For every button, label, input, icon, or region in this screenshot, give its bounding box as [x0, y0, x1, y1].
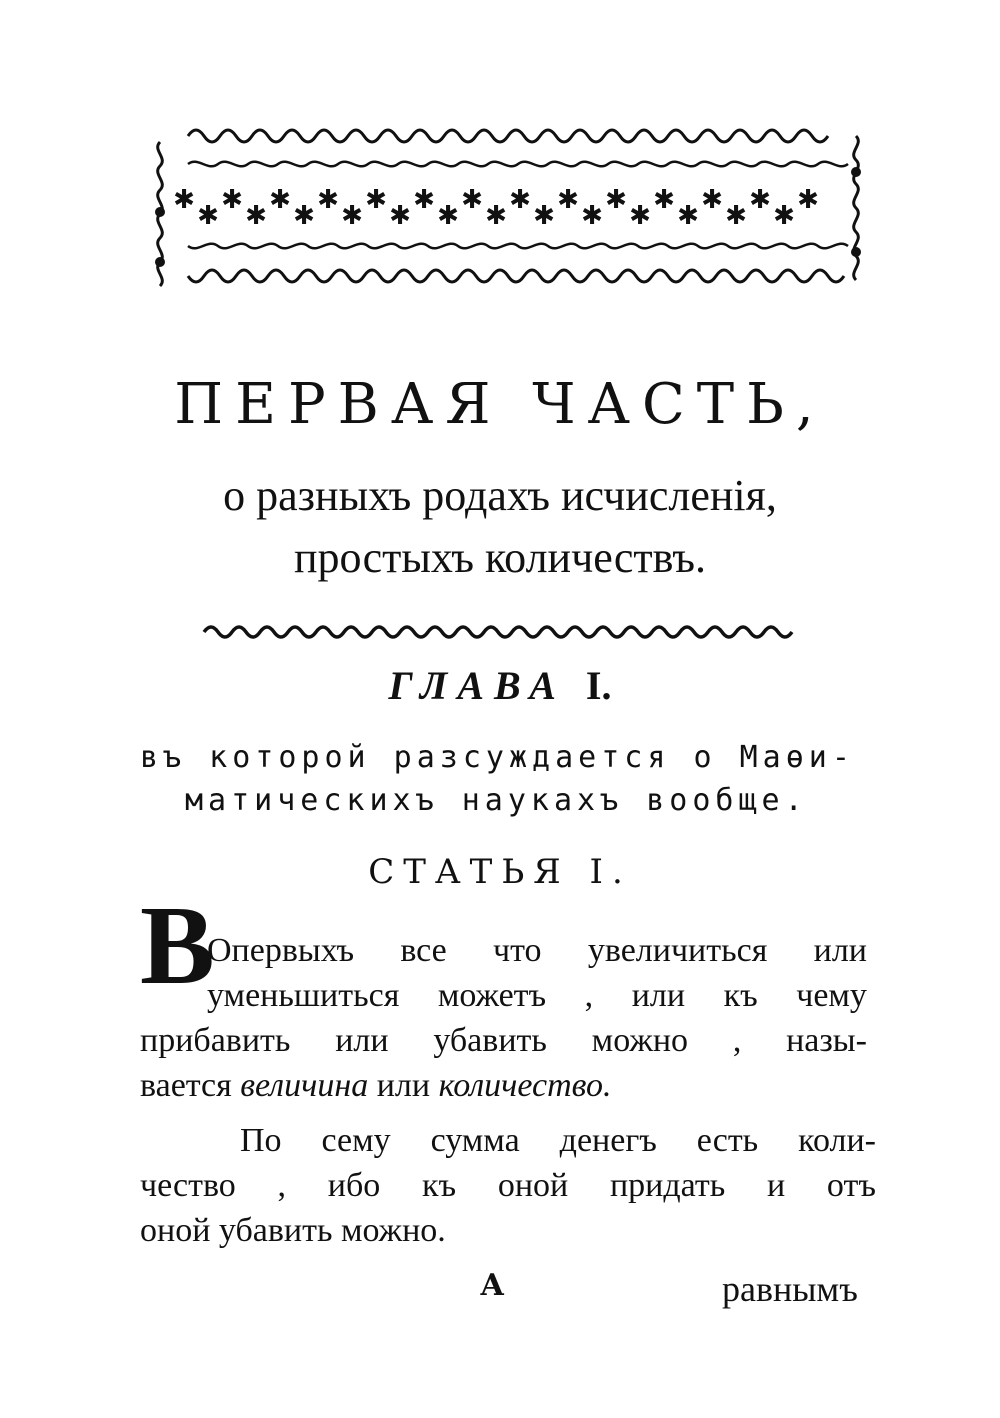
word: прибавить	[140, 1022, 291, 1059]
paragraph2-line1	[240, 1122, 876, 1160]
svg-text:✱: ✱	[509, 185, 531, 215]
paragraph2-line3: оной убавить можно.	[140, 1212, 446, 1249]
word: ибо	[327, 1167, 381, 1204]
word: чество	[140, 1167, 236, 1204]
vine-row-upper	[188, 162, 848, 167]
svg-text:✱: ✱	[533, 201, 555, 231]
word: придать	[609, 1167, 726, 1204]
svg-text:✱: ✱	[173, 185, 195, 215]
ornamental-headpiece	[148, 112, 868, 298]
word: денегъ	[559, 1122, 657, 1159]
word: сему	[321, 1122, 391, 1159]
chapter-heading	[0, 662, 1000, 709]
article-heading: СТАТЬЯ I.	[368, 852, 632, 892]
paragraph1-line3	[140, 1022, 867, 1060]
word: можно	[591, 1022, 689, 1059]
svg-text:✱: ✱	[749, 185, 771, 215]
word: ,	[732, 1022, 742, 1059]
word: назы-	[786, 1022, 867, 1059]
svg-text:✱: ✱	[221, 185, 243, 215]
svg-text:✱: ✱	[605, 185, 627, 215]
word: По	[240, 1122, 282, 1159]
word: все	[400, 932, 447, 969]
svg-text:✱: ✱	[677, 201, 699, 231]
word: или	[813, 932, 867, 969]
chapter-number: I.	[585, 663, 612, 708]
svg-text:✱: ✱	[701, 185, 723, 215]
top-scroll-row	[188, 130, 828, 142]
word: къ	[422, 1167, 457, 1204]
star-rows	[173, 185, 819, 231]
paragraph2-line2	[140, 1167, 876, 1205]
ornamental-divider	[200, 620, 810, 644]
word: и	[766, 1167, 786, 1204]
word: увеличиться	[587, 932, 768, 969]
catchword: равнымъ	[722, 1269, 858, 1309]
word: ,	[277, 1167, 287, 1204]
word: есть	[696, 1122, 759, 1159]
line-text: вается	[140, 1067, 241, 1104]
paragraph1-line4	[140, 1067, 611, 1105]
term-quantity: количество.	[438, 1067, 612, 1104]
svg-text:✱: ✱	[293, 201, 315, 231]
svg-text:✱: ✱	[389, 201, 411, 231]
chapter-description-line1: въ которой разсуждается о Маөи-	[140, 740, 855, 775]
svg-text:✱: ✱	[317, 185, 339, 215]
svg-text:✱: ✱	[461, 185, 483, 215]
svg-text:✱: ✱	[365, 185, 387, 215]
svg-text:✱: ✱	[797, 185, 819, 215]
chapter-description-line2: матическихъ наукахъ вообще.	[185, 783, 808, 818]
word: къ	[723, 977, 758, 1014]
bottom-scroll-row	[188, 270, 844, 282]
paragraph1-line2	[207, 977, 867, 1015]
line-text: или	[368, 1067, 439, 1104]
svg-text:✱: ✱	[269, 185, 291, 215]
part-title: ПЕРВАЯ ЧАСТЬ,	[174, 372, 826, 437]
svg-text:✱: ✱	[629, 201, 651, 231]
word: уменьшиться	[207, 977, 400, 1014]
headpiece-ornament-icon	[148, 112, 868, 298]
part-subtitle-line2: простыхъ количествъ.	[293, 533, 707, 582]
svg-text:✱: ✱	[557, 185, 579, 215]
term-magnitude: величина	[240, 1067, 369, 1104]
word: коли-	[798, 1122, 876, 1159]
svg-text:✱: ✱	[773, 201, 795, 231]
chapter-label: ГЛАВА	[388, 663, 566, 708]
vine-row-lower	[188, 244, 848, 249]
svg-text:✱: ✱	[413, 185, 435, 215]
word: сумма	[430, 1122, 520, 1159]
word: оной	[497, 1167, 569, 1204]
word: Опервыхъ	[207, 932, 355, 969]
drop-cap: В	[140, 884, 215, 1008]
svg-text:✱: ✱	[725, 201, 747, 231]
svg-text:✱: ✱	[581, 201, 603, 231]
word: можетъ	[437, 977, 547, 1014]
word: что	[493, 932, 542, 969]
part-subtitle-line1: о разныхъ родахъ исчисленiя,	[223, 471, 777, 520]
word: отъ	[826, 1167, 876, 1204]
svg-text:✱: ✱	[197, 201, 219, 231]
signature-mark: А	[480, 1268, 505, 1303]
svg-text:✱: ✱	[485, 201, 507, 231]
divider-ornament-icon	[200, 620, 810, 644]
svg-text:✱: ✱	[245, 201, 267, 231]
word: чему	[796, 977, 867, 1014]
svg-text:✱: ✱	[437, 201, 459, 231]
word: или	[335, 1022, 389, 1059]
svg-text:✱: ✱	[653, 185, 675, 215]
svg-text:✱: ✱	[341, 201, 363, 231]
word: или	[631, 977, 686, 1014]
word: ,	[584, 977, 594, 1014]
word: убавить	[433, 1022, 547, 1059]
paragraph1-line1	[207, 932, 867, 970]
